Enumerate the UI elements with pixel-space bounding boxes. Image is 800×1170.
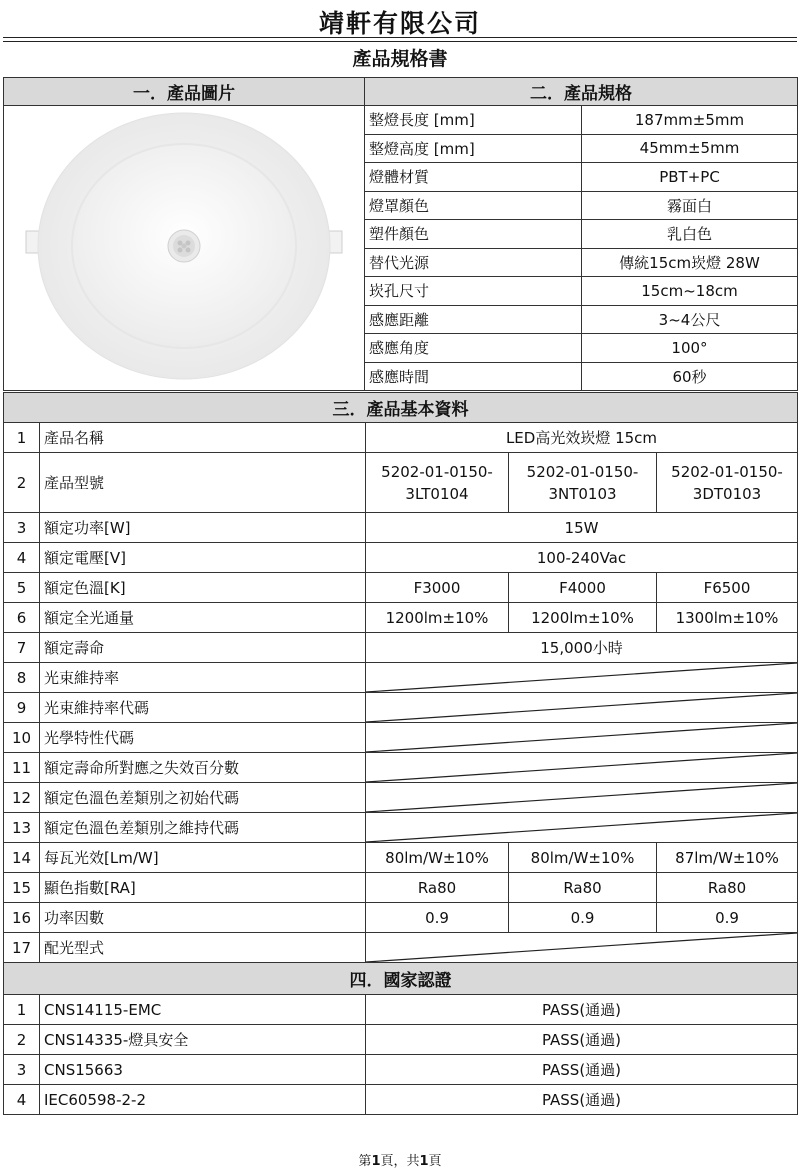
not-applicable-cell [366,723,798,753]
diagonal-slash [366,753,797,782]
row-value: 1300lm±10% [657,603,798,633]
row-number: 6 [4,603,40,633]
spec-label: 塑件顏色 [365,220,582,249]
spec-label: 整燈高度 [mm] [365,134,582,163]
diagonal-slash [366,933,797,962]
cert-result: PASS(通過) [366,1025,798,1055]
row-number: 1 [4,423,40,453]
spec-value: PBT+PC [582,163,798,192]
spec-value: 15cm~18cm [582,277,798,306]
row-value: LED高光效崁燈 15cm [366,423,798,453]
product-image-cell [4,106,365,391]
spec-label: 崁孔尺寸 [365,277,582,306]
row-label: 光束維持率 [40,663,366,693]
row-number: 3 [4,1055,40,1085]
cert-name: IEC60598-2-2 [40,1085,366,1115]
row-value: 15W [366,513,798,543]
title-rule-bottom [3,41,797,42]
model-part: 3LT0104 [405,484,469,503]
row-number: 13 [4,813,40,843]
document-title: 產品規格書 [352,48,448,70]
model-3dt [657,453,798,513]
row-value: 15,000小時 [366,633,798,663]
spec-label: 整燈長度 [mm] [365,106,582,135]
footer-text: 第 [358,1154,372,1169]
diagonal-slash [366,723,797,752]
model-3nt [509,453,657,513]
not-applicable-cell [366,783,798,813]
row-value: Ra80 [366,873,509,903]
spec-label: 感應角度 [365,334,582,363]
cert-name: CNS14115-EMC [40,995,366,1025]
spec-value: 傳統15cm崁燈 28W [582,248,798,277]
row-value: 0.9 [509,903,657,933]
spec-label: 燈體材質 [365,163,582,192]
not-applicable-cell [366,813,798,843]
row-number: 2 [4,453,40,513]
row-label: 額定壽命所對應之失效百分數 [40,753,366,783]
row-label: 額定電壓[V] [40,543,366,573]
row-value: F3000 [366,573,509,603]
spec-value: 45mm±5mm [582,134,798,163]
row-label: 額定色溫[K] [40,573,366,603]
not-applicable-cell [366,753,798,783]
spec-label: 替代光源 [365,248,582,277]
section-basic-info: 三．產品基本資料 [4,393,798,423]
diagonal-slash [366,783,797,812]
row-label: 額定壽命 [40,633,366,663]
model-part: 5202-01-0150- [381,462,493,481]
row-label: 額定功率[W] [40,513,366,543]
spec-table [3,77,798,391]
model-part: 3NT0103 [548,484,617,503]
not-applicable-cell [366,663,798,693]
spec-value: 3~4公尺 [582,305,798,334]
page-footer [0,1150,800,1169]
row-number: 12 [4,783,40,813]
footer-text: 頁，共 [380,1154,420,1169]
cert-result: PASS(通過) [366,1055,798,1085]
row-label: 光學特性代碼 [40,723,366,753]
row-value: 1200lm±10% [366,603,509,633]
row-value: Ra80 [509,873,657,903]
row-value: 0.9 [366,903,509,933]
footer-text: 頁 [428,1154,442,1169]
row-label: 額定色溫色差類別之初始代碼 [40,783,366,813]
spec-value: 187mm±5mm [582,106,798,135]
cert-result: PASS(通過) [366,1085,798,1115]
title-rule-top [3,37,797,38]
model-part: 5202-01-0150- [526,462,639,481]
row-number: 2 [4,1025,40,1055]
not-applicable-cell [366,933,798,963]
row-value: 1200lm±10% [509,603,657,633]
row-value: F6500 [657,573,798,603]
row-value: 80lm/W±10% [366,843,509,873]
spec-label: 感應時間 [365,362,582,391]
diagonal-slash [366,813,797,842]
row-label: 每瓦光效[Lm/W] [40,843,366,873]
page-number: 1 [371,1154,381,1169]
row-number: 16 [4,903,40,933]
row-number: 17 [4,933,40,963]
row-number: 10 [4,723,40,753]
row-value: 100-240Vac [366,543,798,573]
spec-label: 感應距離 [365,305,582,334]
not-applicable-cell [366,693,798,723]
row-value: Ra80 [657,873,798,903]
spec-value: 乳白色 [582,220,798,249]
row-number: 8 [4,663,40,693]
row-value: 80lm/W±10% [509,843,657,873]
row-number: 5 [4,573,40,603]
row-label: 配光型式 [40,933,366,963]
model-3lt [366,453,509,513]
row-label: 功率因數 [40,903,366,933]
diagonal-slash [366,663,797,692]
row-label: 額定色溫色差類別之維持代碼 [40,813,366,843]
basic-info-table [3,392,798,1115]
row-number: 4 [4,1085,40,1115]
row-label: 產品型號 [40,453,366,513]
row-number: 1 [4,995,40,1025]
section-product-spec: 二．產品規格 [365,78,798,106]
diagonal-slash [366,693,797,722]
row-label: 產品名稱 [40,423,366,453]
row-label: 顯色指數[RA] [40,873,366,903]
model-part: 5202-01-0150- [671,462,783,481]
downlight-sensor-image [4,106,365,386]
cert-result: PASS(通過) [366,995,798,1025]
model-part: 3DT0103 [692,484,762,503]
section-certification: 四．國家認證 [4,963,798,995]
cert-name: CNS15663 [40,1055,366,1085]
row-number: 14 [4,843,40,873]
row-value: 87lm/W±10% [657,843,798,873]
spec-value: 100° [582,334,798,363]
spec-value: 60秒 [582,362,798,391]
row-number: 7 [4,633,40,663]
spec-label: 燈罩顏色 [365,191,582,220]
row-label: 額定全光通量 [40,603,366,633]
row-number: 15 [4,873,40,903]
section-product-image: 一．產品圖片 [4,78,365,106]
cert-name: CNS14335-燈具安全 [40,1025,366,1055]
row-value: F4000 [509,573,657,603]
spec-value: 霧面白 [582,191,798,220]
row-label: 光束維持率代碼 [40,693,366,723]
company-name: 靖軒有限公司 [318,9,481,38]
row-number: 11 [4,753,40,783]
row-number: 9 [4,693,40,723]
row-number: 4 [4,543,40,573]
row-number: 3 [4,513,40,543]
row-value: 0.9 [657,903,798,933]
page-total: 1 [419,1154,429,1169]
